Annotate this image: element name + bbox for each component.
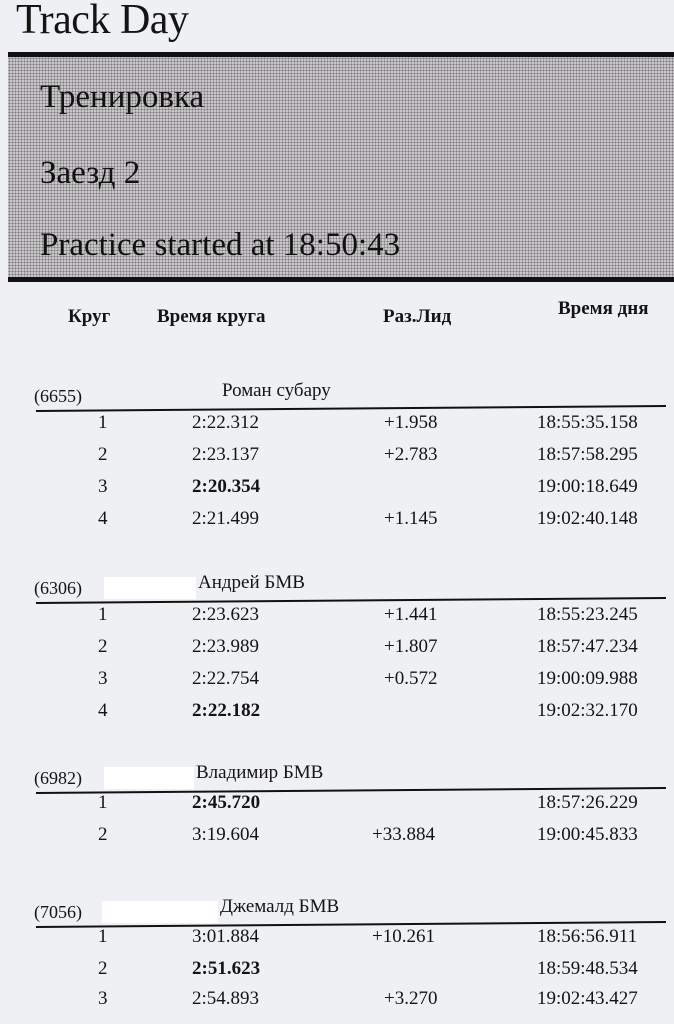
session-type: Тренировка <box>40 79 205 115</box>
driver-name: Владимир БМВ <box>196 762 324 783</box>
practice-start-time: Practice started at 18:50:43 <box>40 227 401 263</box>
lap-number: 3 <box>98 476 108 497</box>
lap-row <box>0 476 674 508</box>
lap-number: 2 <box>98 824 108 845</box>
lap-row <box>0 926 674 958</box>
lap-number: 1 <box>98 926 108 947</box>
driver-number: (6655) <box>34 386 82 406</box>
lap-number: 2 <box>98 636 108 657</box>
lap-row <box>0 508 674 540</box>
time-of-day: 18:57:58.295 <box>537 444 638 465</box>
lap-time: 2:54.893 <box>192 988 260 1009</box>
column-header-lap-time: Время круга <box>157 306 266 327</box>
gap-to-leader: +1.145 <box>384 508 438 529</box>
gap-to-leader: +0.572 <box>384 668 438 689</box>
gap-to-leader: +3.270 <box>384 988 438 1009</box>
best-lap-time: 2:51.623 <box>192 958 261 979</box>
driver-number: (6982) <box>34 768 82 788</box>
document-title: Track Day <box>16 0 189 43</box>
time-of-day: 19:02:43.427 <box>537 988 638 1009</box>
lap-number: 1 <box>98 604 108 625</box>
gap-to-leader: +1.958 <box>384 412 438 433</box>
lap-number: 1 <box>98 412 108 433</box>
driver-name: Роман субару <box>222 380 331 401</box>
column-header-lap: Круг <box>68 306 111 327</box>
lap-row <box>0 700 674 732</box>
lap-row <box>0 958 674 990</box>
lap-number: 3 <box>98 988 108 1009</box>
redacted-surname <box>104 577 196 599</box>
lap-row <box>0 636 674 668</box>
driver-number: (7056) <box>34 902 82 922</box>
lap-time: 3:19.604 <box>192 824 260 845</box>
gap-to-leader: +1.807 <box>384 636 438 657</box>
time-of-day: 18:55:23.245 <box>537 604 638 625</box>
driver-divider <box>36 405 666 412</box>
lap-number: 4 <box>98 700 108 721</box>
lap-row <box>0 792 674 824</box>
time-of-day: 18:56:56.911 <box>537 926 638 947</box>
best-lap-time: 2:45.720 <box>192 792 261 813</box>
lap-row <box>0 668 674 700</box>
lap-row <box>0 412 674 444</box>
lap-row <box>0 604 674 636</box>
time-of-day: 19:00:09.988 <box>537 668 638 689</box>
lap-row <box>0 444 674 476</box>
driver-name: Андрей БМВ <box>198 572 305 593</box>
lap-number: 1 <box>98 792 108 813</box>
heat-number: Заезд 2 <box>40 155 141 191</box>
time-of-day: 19:00:18.649 <box>537 476 638 497</box>
lap-number: 2 <box>98 444 108 465</box>
time-of-day: 18:55:35.158 <box>537 412 638 433</box>
lap-time: 2:22.754 <box>192 668 260 689</box>
time-of-day: 19:00:45.833 <box>537 824 638 845</box>
column-header-gap: Раз.Лид <box>383 306 452 327</box>
redacted-surname <box>104 767 194 789</box>
lap-number: 2 <box>98 958 108 979</box>
gap-to-leader: +33.884 <box>372 824 435 845</box>
lap-number: 3 <box>98 668 108 689</box>
best-lap-time: 2:20.354 <box>192 476 261 497</box>
lap-time: 3:01.884 <box>192 926 260 947</box>
lap-row <box>0 988 674 1020</box>
time-of-day: 19:02:40.148 <box>537 508 638 529</box>
time-of-day: 18:57:47.234 <box>537 636 638 657</box>
lap-row <box>0 824 674 856</box>
session-header <box>8 52 674 282</box>
lap-time: 2:23.137 <box>192 444 260 465</box>
driver-number: (6306) <box>34 578 82 598</box>
redacted-surname <box>102 901 218 923</box>
column-header-time-of-day: Время дня <box>558 298 649 319</box>
time-of-day: 19:02:32.170 <box>537 700 638 721</box>
time-of-day: 18:57:26.229 <box>537 792 638 813</box>
gap-to-leader: +1.441 <box>384 604 438 625</box>
lap-time: 2:23.623 <box>192 604 260 625</box>
lap-time: 2:23.989 <box>192 636 260 657</box>
time-of-day: 18:59:48.534 <box>537 958 638 979</box>
lap-time: 2:22.312 <box>192 412 260 433</box>
gap-to-leader: +10.261 <box>372 926 435 947</box>
lap-number: 4 <box>98 508 108 529</box>
best-lap-time: 2:22.182 <box>192 700 261 721</box>
gap-to-leader: +2.783 <box>384 444 438 465</box>
lap-time: 2:21.499 <box>192 508 260 529</box>
driver-name: Джемалд БМВ <box>220 896 340 917</box>
